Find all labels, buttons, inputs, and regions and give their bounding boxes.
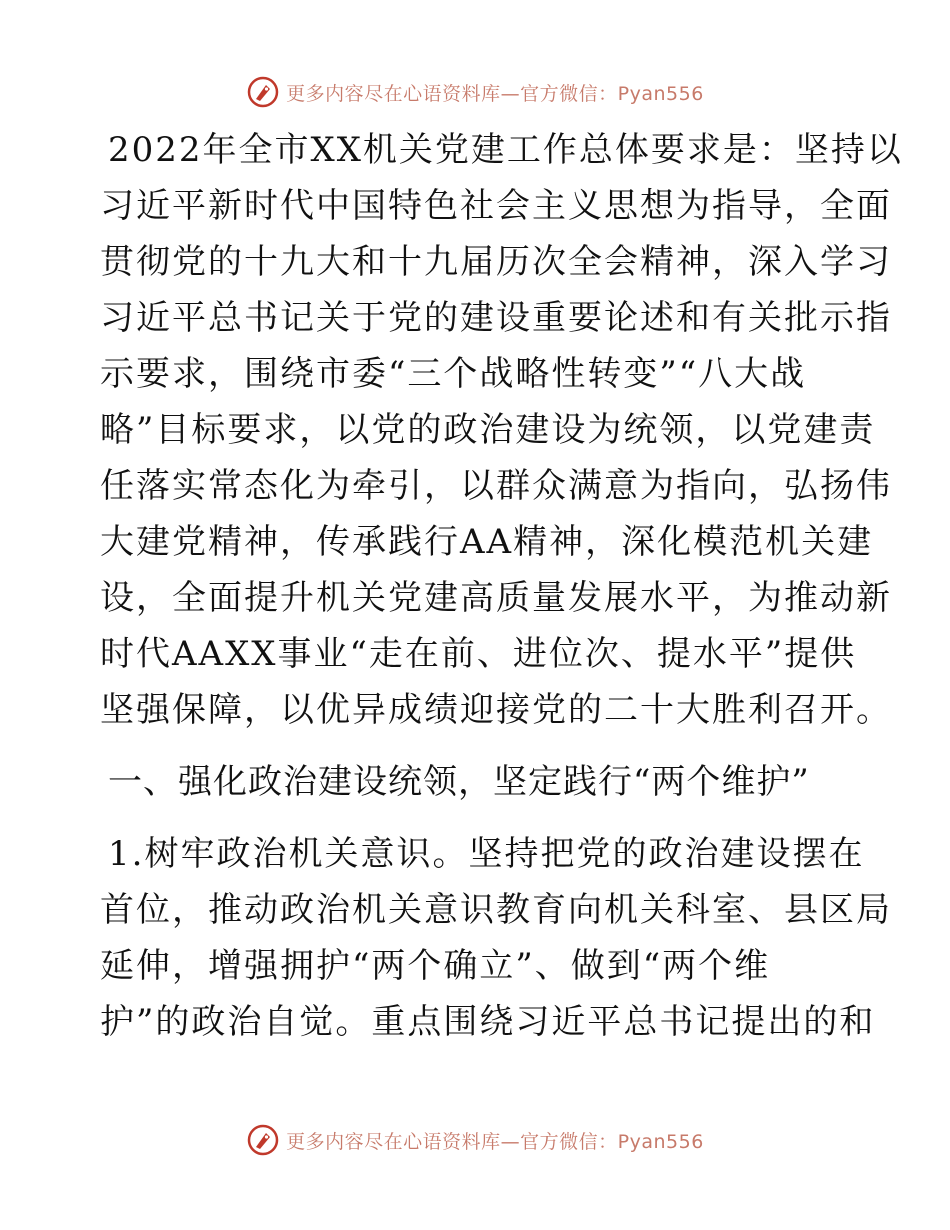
text-line: 设，全面提升机关党建高质量发展水平，为推动新 [100,578,892,618]
text-line: 坚强保障，以优异成绩迎接党的二十大胜利召开。 [100,690,892,730]
watermark-footer [0,1120,950,1160]
text-line: 2022年全市XX机关党建工作总体要求是：坚持以 [108,130,903,170]
pen-nib-icon [246,75,280,109]
document-body [100,124,903,1052]
text-line: 大建党精神，传承践行AA精神，深化模范机关建 [100,522,874,562]
text-line: 1.树牢政治机关意识。坚持把党的政治建设摆在 [108,834,865,874]
section-heading: 一、强化政治建设统领，坚定践行“两个维护” [108,762,810,802]
watermark-text: 更多内容尽在心语资料库—官方微信：Pyan556 [286,82,704,105]
text-line: 延伸，增强拥护“两个确立”、做到“两个维 [100,946,771,986]
text-line: 习近平新时代中国特色社会主义思想为指导，全面 [100,186,892,226]
text-line: 习近平总书记关于党的建设重要论述和有关批示指 [100,298,892,338]
text-line: 贯彻党的十九大和十九届历次全会精神，深入学习 [100,242,892,282]
pen-nib-icon [246,1123,280,1157]
text-line: 任落实常态化为牵引，以群众满意为指向，弘扬伟 [100,466,892,506]
text-line: 护”的政治自觉。重点围绕习近平总书记提出的和 [100,1002,876,1042]
text-line: 示要求，围绕市委“三个战略性转变”“八大战 [100,354,807,394]
paragraph-1 [100,124,903,736]
paragraph-2 [100,828,892,1048]
text-line: 首位，推动政治机关意识教育向机关科室、县区局 [100,890,892,930]
text-line: 略”目标要求，以党的政治建设为统领，以党建责 [100,410,876,450]
text-line: 时代AAXX事业“走在前、进位次、提水平”提供 [100,634,857,674]
watermark-header [0,72,950,112]
watermark-text: 更多内容尽在心语资料库—官方微信：Pyan556 [286,1130,704,1153]
